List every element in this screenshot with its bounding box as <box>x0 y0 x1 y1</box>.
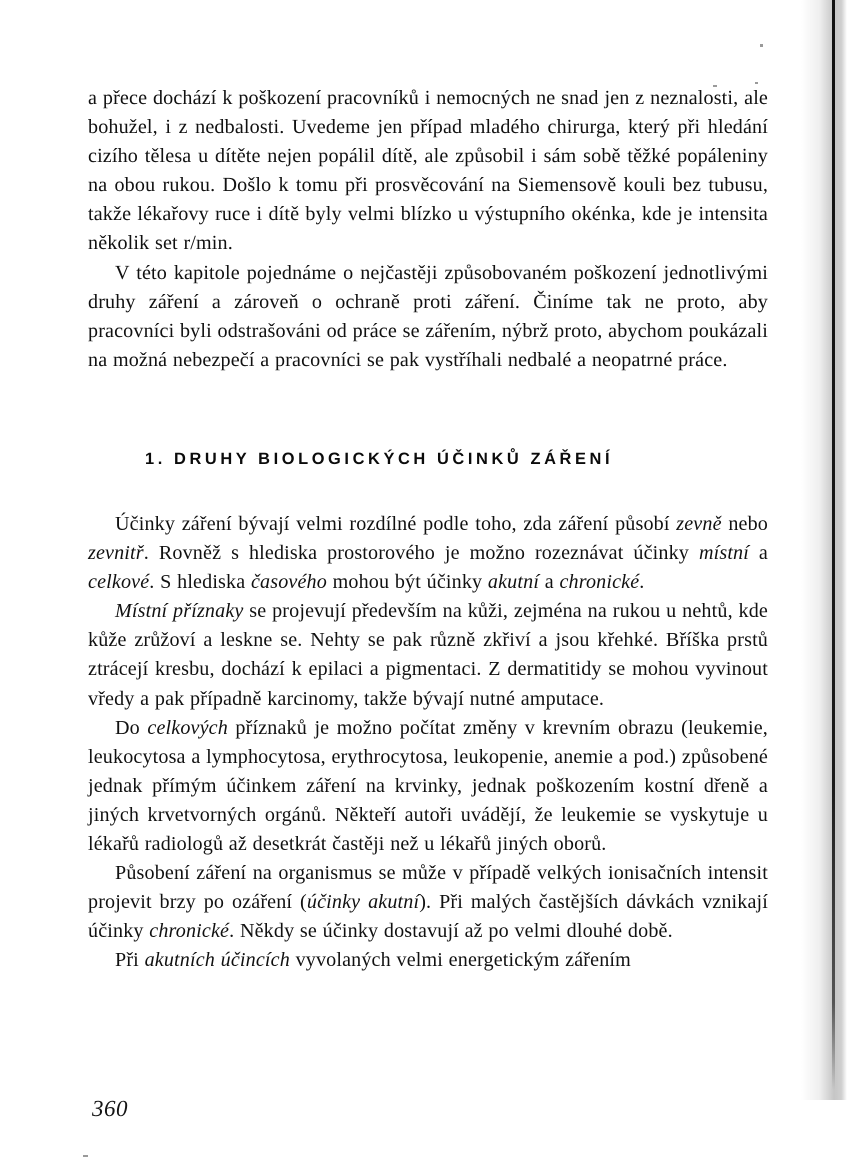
paragraph <box>88 946 768 975</box>
paragraph <box>88 510 768 597</box>
paragraph <box>88 714 768 859</box>
scan-speck <box>760 44 763 47</box>
emphasised-term: účinky akutní <box>306 891 420 914</box>
text-run: ). Při malých častějších dávkách vznikají účinky <box>88 891 769 943</box>
text-run: Do <box>115 716 148 739</box>
text-run: . S hlediska <box>149 571 251 594</box>
body-text-block-upper <box>88 84 768 375</box>
scan-binding-shadow <box>801 0 847 1100</box>
emphasised-term: zevně <box>676 513 722 535</box>
text-run: . Někdy se účinky dostavují až po velmi dlouhé době. <box>229 920 673 943</box>
text-run: . <box>639 571 645 594</box>
emphasised-term: chronické <box>559 571 640 594</box>
paragraph: a přece dochází k poškození pracovníků i nemocných ne snad jen z neznalosti, ale bohužel, i z nedbalosti. Uvedeme jen případ mladého chirurga, který při hledání cizího tělesa u dítěte nejen popálil dítě, ale způsobil i sám sobě těžké popáleniny na obou rukou. Došlo k tomu při prosvěcování na Siemensově kouli bez tubusu, takže lékařovy ruce i dítě byly velmi blízko u výstupního okénka, kde je intensita několik set r/min. <box>88 87 768 255</box>
text-run: mohou být účinky <box>326 571 488 594</box>
text-run: . Rovněž s hlediska prostorového je možno rozeznávat účinky <box>143 542 699 565</box>
emphasised-term: Místní příznaky <box>115 600 244 623</box>
paragraph: V této kapitole pojednáme o nejčastěji způsobovaném poškození jednotlivými druhy záření a zároveň o ochraně proti záření. Činíme tak ne proto, aby pracovníci byli odstrašováni od práce se zářením, nýbrž proto, abychom poukázali na možná nebezpečí a pracovníci se pak vystříhali nedbalé a neopatrné práce. <box>88 261 768 371</box>
emphasised-term: celkových <box>147 716 228 739</box>
scan-binding-edge-line <box>832 0 835 1090</box>
text-run: se projevují především na kůži, zejména na rukou u nehtů, kde kůže zrůžoví a leskne se. Nehty se pak různě zkřiví a jsou křehké. Bříška prstů ztrácejí kresbu, dochází k epilaci a pigmentaci. Z dermatitidy se mohou vyvinout vředy a pak případně karcinomy, takže bývají nutné amputace. <box>88 600 769 710</box>
emphasised-term: zevnitř <box>88 542 144 565</box>
text-run: Při <box>115 949 145 972</box>
text-run: nebo <box>721 513 768 535</box>
text-run: vyvolaných velmi energetickým zářením <box>289 949 631 972</box>
paragraph <box>88 597 768 713</box>
emphasised-term: chronické <box>149 920 230 943</box>
body-text-block-lower <box>88 510 768 976</box>
text-run: a <box>748 542 768 565</box>
text-run: příznaků je možno počítat změny v krevním obrazu (leukemie, leukocytosa a lymphocytosa, erythrocytosa, leukopenie, anemie a pod.) způsobené jednak přímým účinkem záření na krvinky, jednak poškozením kostní dřeně a jiných krvetvorných orgánů. Někteří autoři uvádějí, že leukemie se vyskytuje u lékařů radiologů až desetkrát častěji než u lékařů jiných oborů. <box>88 716 768 856</box>
emphasised-term: akutních účincích <box>144 949 290 972</box>
emphasised-term: celkové <box>88 571 150 594</box>
text-run: Účinky záření bývají velmi rozdílné podle toho, zda záření působí <box>115 513 677 535</box>
emphasised-term: místní <box>698 542 749 565</box>
page-number: 360 <box>92 1096 128 1121</box>
text-run: a <box>539 571 560 594</box>
emphasised-term: časového <box>250 571 327 594</box>
section-heading: 1. DRUHY BIOLOGICKÝCH ÚČINKŮ ZÁŘENÍ <box>145 450 614 468</box>
text-run: Působení záření na organismus se může v případě velkých ionisačních intensit projevit brzy po ozáření ( <box>88 862 768 914</box>
scan-speck <box>83 1155 88 1157</box>
paragraph <box>88 859 768 946</box>
emphasised-term: akutní <box>487 571 540 594</box>
